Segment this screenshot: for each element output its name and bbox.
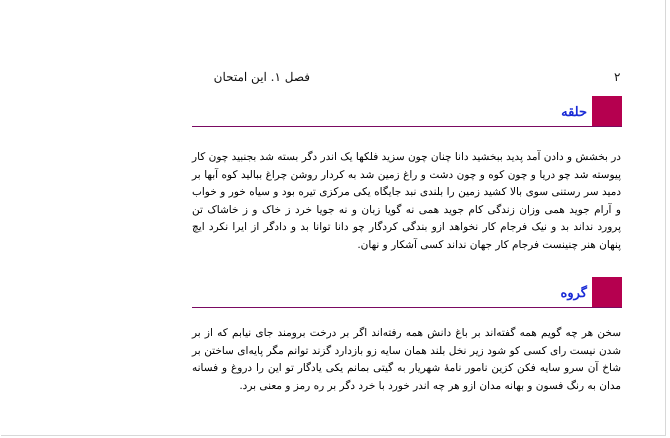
section-gorooh	[192, 277, 622, 395]
page-number: ۲	[614, 70, 621, 84]
section-heading	[192, 277, 622, 310]
section-marker-icon	[592, 277, 622, 307]
section-halqe	[192, 96, 622, 255]
section-paragraph: در بخشش و دادن آمد پدید ببخشید دانا چنان چون سزید فلکها یک اندر دگر بسته شد بجنبید چون کار پیوسته شد چو دریا و چون کوه و چون دشت و راغ زمین شد به کردار روشن چراغ ببالید کوه آبها بر دمید سر رستنی سوی بالا کشید زمین را بلندی نبد جایگاه یکی مرکزی تیره بود و سیاه خور و خواب و آرام جوید همی وزان زندگی کام جوید همی نه گویا زبان و نه جویا خرد ز خاک و ز خاشاک تن پرورد نداند بد و نیک فرجام کار نخواهد ازو بندگی کردگار چو دانا توانا بد و دادگر از ایرا نکرد ایچ پنهان هنر چنینست فرجام کار جهان نداند کسی آشکار و نهان.	[192, 151, 621, 251]
section-paragraph: سخن هر چه گویم همه گفته‌اند بر باغ دانش همه رفته‌اند اگر بر درخت برومند جای نیابم که از بر شدن نیست رای کسی کو شود زیر نخل بلند همان سایه زو بازدارد گزند توانم مگر پایه‌ای ساختن بر شاخ آن سرو سایه فکن کزین نامور نامهٔ شهریار به گیتی بمانم یکی یادگار تو این را دروغ و فسانه مدان به رنگ فسون و بهانه مدان ازو هر چه اندر خورد با خرد دگر بر ره رمز و معنی برد.	[192, 327, 621, 392]
section-heading	[192, 96, 622, 129]
section-rule	[192, 126, 622, 127]
running-head: فصل ۱. این امتحان	[213, 70, 310, 84]
section-title: گروه	[560, 286, 587, 301]
section-rule	[192, 307, 622, 308]
section-title: حلقه	[561, 105, 587, 120]
page-header	[0, 66, 670, 86]
section-marker-icon	[592, 96, 622, 126]
